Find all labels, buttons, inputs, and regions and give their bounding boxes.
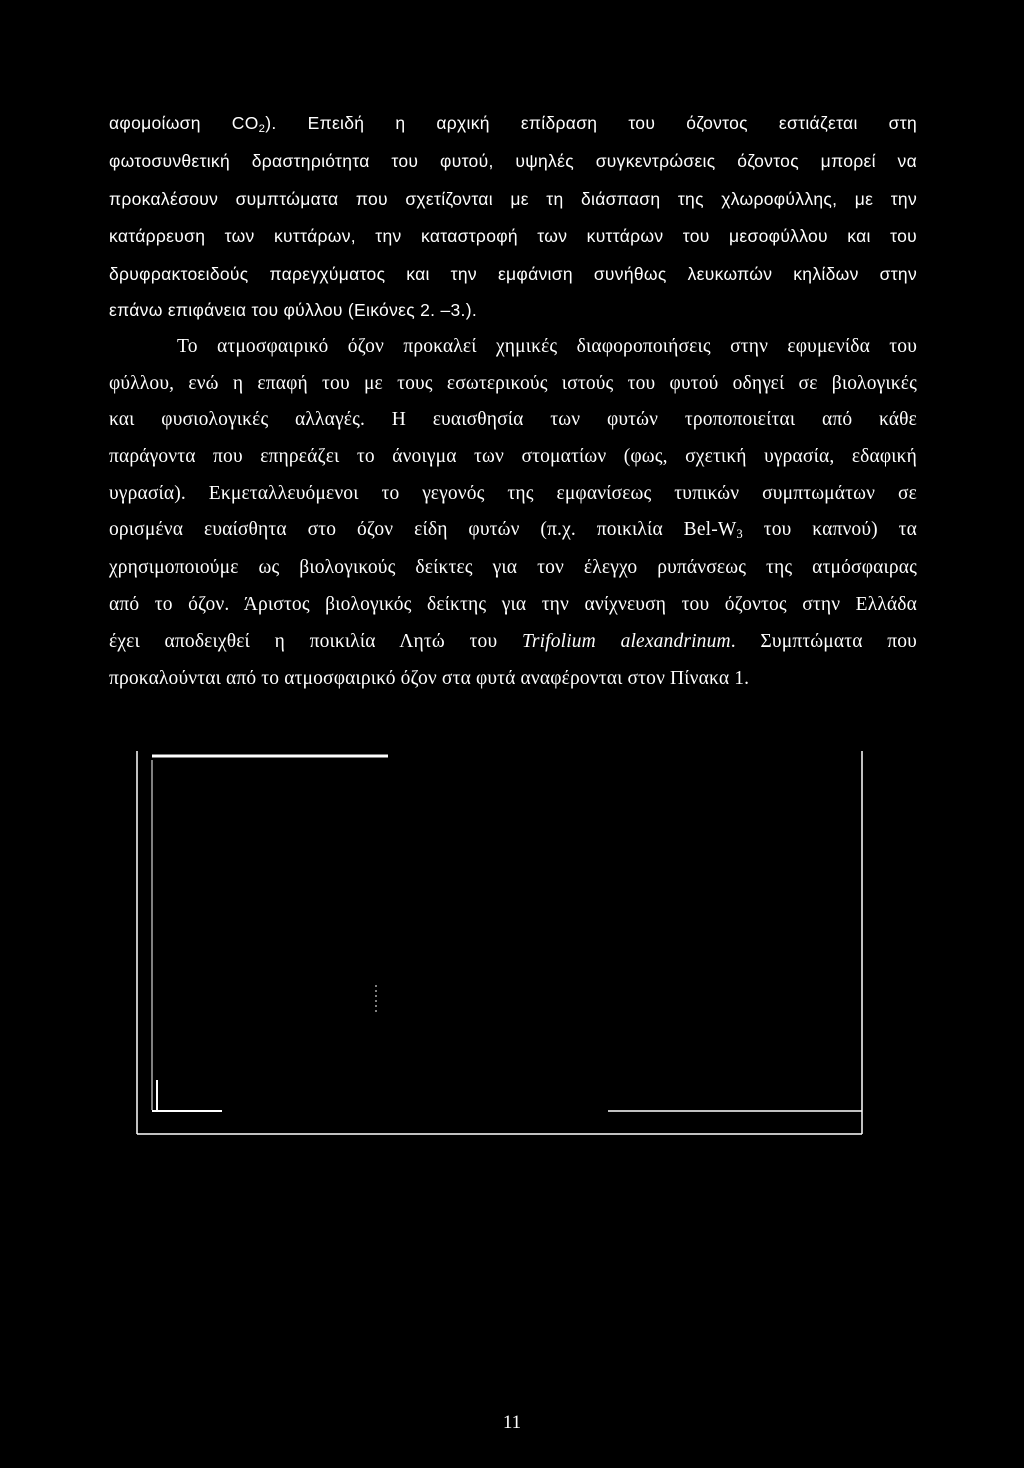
paragraph-1-line-2: φωτοσυνθετική δραστηριότητα του φυτού, υψηλές συγκεντρώσεις όζοντος μπορεί να (109, 151, 917, 171)
paragraph-2-line-3: και φυσιολογικές αλλαγές. Η ευαισθησία των φυτών τροποποιείται από κάθε (109, 409, 917, 430)
page-number: 11 (502, 1412, 522, 1433)
paragraph-2-line-9: έχει αποδειχθεί η ποικιλία Λητώ του Trifolium alexandrinum. Συμπτώματα που (109, 631, 917, 652)
paragraph-1-line-3: προκαλέσουν συμπτώματα που σχετίζονται με τη διάσπαση της χλωροφύλλης, με την (109, 189, 917, 209)
paragraph-2-line-6: ορισμένα ευαίσθητα στο όζον είδη φυτών (π.χ. ποικιλία Bel-$W_3$ του καπνού) τα (109, 519, 917, 542)
figure-border (137, 751, 862, 1134)
paragraph-2-line-2: φύλλου, ενώ η επαφή του με τους εσωτερικούς ιστούς του φυτού οδηγεί σε βιολογικές (109, 373, 917, 394)
paragraph-2-line-1: Το ατμοσφαιρικό όζον προκαλεί χημικές διαφοροποιήσεις στην εφυμενίδα του (177, 336, 917, 357)
paragraph-2-line-8: από το όζον. Άριστος βιολογικός δείκτης για την ανίχνευση του όζοντος στην Ελλάδα (109, 594, 917, 615)
paragraph-2-line-5: υγρασία). Εκμεταλλευόμενοι το γεγονός της εμφανίσεως τυπικών συμπτωμάτων σε (109, 483, 917, 504)
paragraph-2-line-10: προκαλούνται από το ατμοσφαιρικό όζον στα φυτά αναφέρονται στον Πίνακα 1. (109, 668, 750, 689)
paragraph-2-line-4: παράγοντα που επηρεάζει το άνοιγμα των στοματίων (φως, σχετική υγρασία, εδαφική (109, 446, 917, 467)
paragraph-1-line-4: κατάρρευση των κυττάρων, την καταστροφή των κυττάρων του μεσοφύλλου και του (109, 226, 917, 246)
paragraph-1-line-5: δρυφρακτοειδούς παρεγχύματος και την εμφάνιση συνήθως λευκωπών κηλίδων στην (109, 264, 917, 284)
paragraph-2-line-7: χρησιμοποιούμε ως βιολογικούς δείκτες για τον έλεγχο ρυπάνσεως της ατμόσφαιρας (109, 557, 917, 578)
paragraph-1-line-6: επάνω επιφάνεια του φύλλου (Εικόνες 2. –3.). (109, 300, 477, 320)
paragraph-1-line-1: αφομοίωση $CO_2$). Επειδή η αρχική επίδραση του όζοντος εστιάζεται στη (109, 113, 917, 135)
